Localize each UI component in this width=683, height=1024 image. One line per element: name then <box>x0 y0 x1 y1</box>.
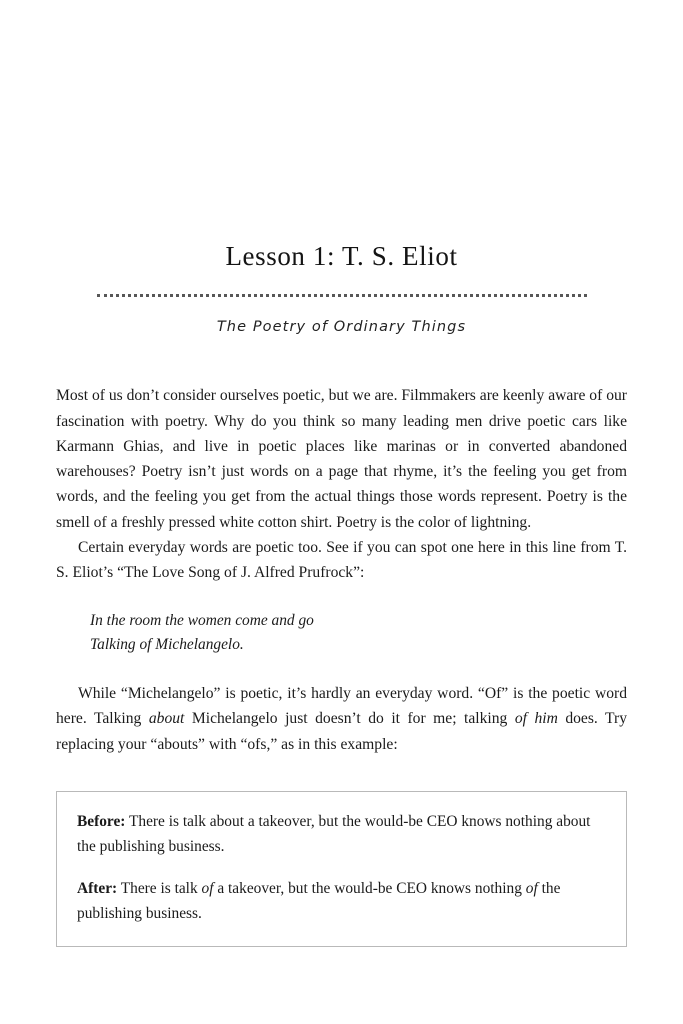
verse-line-2: Talking of Michelangelo. <box>90 636 244 654</box>
before-text: There is talk about a takeover, but the would-be CEO knows nothing about the publishing business. <box>77 812 591 855</box>
after-label: After: <box>77 880 118 898</box>
after-verse-part3: does. Try replacing your “abouts” with “ofs,” as in this example: <box>56 710 627 753</box>
before-label: Before: <box>77 812 126 830</box>
after-italic-2: of <box>525 880 538 898</box>
after-verse-part2: Michelangelo just doesn’t do it for me; talking <box>184 710 515 728</box>
before-example <box>77 810 606 859</box>
after-example <box>77 877 606 926</box>
after-verse-part1: While “Michelangelo” is poetic, it’s hardly an everyday word. “Of” is the poetic word here. Talking <box>56 685 627 728</box>
after-italic-1: of <box>201 880 214 898</box>
paragraph-3 <box>56 681 627 757</box>
paragraph-1: Most of us don’t consider ourselves poetic, but we are. Filmmakers are keenly aware of our fascination with poetry. Why do you think so many leading men drive poetic cars like Karmann Ghias, and live in poetic places like marinas or in converted abandoned warehouses? Poetry isn’t just words on a page that rhyme, it’s the feeling you get from words, and the feeling you get from the actual things those words represent. Poetry is the smell of a freshly pressed white cotton shirt. Poetry is the color of lightning. <box>56 387 627 531</box>
dotted-divider <box>97 290 587 297</box>
after-verse-italic2: of him <box>514 710 558 728</box>
paragraph-2: Certain everyday words are poetic too. See if you can spot one here in this line from T. S. Eliot’s “The Love Song of J. Alfred Prufrock”: <box>56 538 627 582</box>
after-text-2: a takeover, but the would-be CEO knows nothing <box>213 880 526 898</box>
after-verse-italic1: about <box>148 710 185 728</box>
after-text-3: the publishing business. <box>77 880 561 922</box>
page-subtitle: The Poetry of Ordinary Things <box>216 319 467 336</box>
body-text <box>56 383 627 585</box>
page-title: Lesson 1: T. S. Eliot <box>225 241 458 271</box>
verse-line-1: In the room the women come and go <box>90 612 314 630</box>
example-box <box>56 791 627 948</box>
after-text-1: There is talk <box>117 880 202 898</box>
verse-quote <box>90 609 627 657</box>
